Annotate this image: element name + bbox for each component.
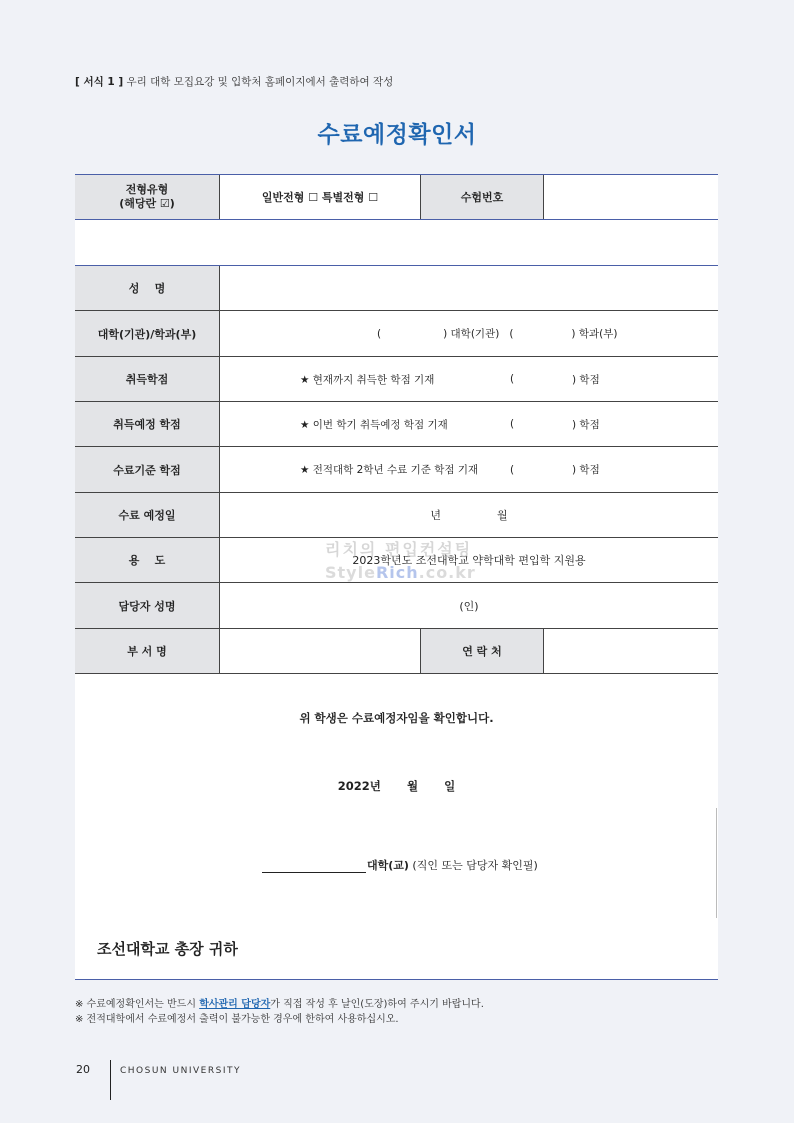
completion-date-row [75,493,718,538]
divider [716,808,717,918]
officer-row [75,583,718,629]
page-title: 수료예정확인서 [317,122,477,148]
purpose-label: 용 도 [75,538,220,582]
name-label: 성 명 [75,266,220,310]
purpose-field: 2023학년도 조선대학교 약학대학 편입학 지원용 [352,554,586,567]
dept-contact-row [75,629,718,674]
officer-field[interactable]: (인) [459,599,479,613]
footnote-1: ※ 수료예정확인서는 반드시 학사관리 담당자가 직접 작성 후 날인(도장)하여 주시기 바랍니다. [75,999,484,1010]
department-label: 부 서 명 [75,629,220,673]
standard-credits-field[interactable]: ★ 전적대학 2학년 수료 기준 학점 기재 ( ) 학점 [300,463,600,476]
completion-date-label: 수료 예정일 [75,493,220,537]
admission-type-options[interactable]: 일반전형 ☐ 특별전형 ☐ [261,191,379,204]
watermark-text: 리치의 편입컨설팅 [325,540,473,559]
confirmation-text: 위 학생은 수료예정자임을 확인합니다. [299,711,494,725]
exam-number-field[interactable] [544,175,718,219]
earned-credits-field[interactable]: ★ 현재까지 취득한 학점 기재 ( ) 학점 [300,373,600,386]
earned-credits-label: 취득학점 [75,357,220,401]
issue-date: 2022년 월 일 [337,779,456,793]
name-field[interactable] [220,266,718,310]
contact-label: 연 락 처 [420,629,544,673]
admission-type-row [75,175,718,220]
footnotes [75,997,484,1027]
expected-credits-field[interactable]: ★ 이번 학기 취득예정 학점 기재 ( ) 학점 [300,418,600,431]
header-note [75,74,393,89]
header-note-text: 우리 대학 모집요강 및 입학처 홈페이지에서 출력하여 작성 [123,76,394,88]
exam-number-label: 수험번호 [420,175,544,219]
confirmation-area [75,674,718,980]
university-label: 대학(기관)/학과(부) [75,311,220,356]
standard-credits-row [75,447,718,493]
signature-blank[interactable] [262,862,366,873]
footer-divider [110,1060,111,1100]
completion-date-field[interactable]: 년 월 [430,509,508,522]
standard-credits-label: 수료기준 학점 [75,447,220,492]
expected-credits-row [75,402,718,447]
form-number-label: [ 서식 1 ] [75,76,124,88]
admission-type-label: 전형유형 (해당란 ☑) [75,175,220,219]
blank-row [75,220,718,266]
university-name: CHOSUN UNIVERSITY [120,1066,241,1076]
department-field[interactable] [220,629,420,673]
expected-credits-label: 취득예정 학점 [75,402,220,446]
watermark-url: StyleRich.co.kr [325,563,476,582]
contact-field[interactable] [544,629,718,673]
footnote-2: ※ 전적대학에서 수료예정서 출력이 불가능한 경우에 한하여 사용하십시오. [75,1014,399,1025]
signature-line[interactable]: 대학(교) (직인 또는 담당자 확인필) [262,857,538,873]
addressee: 조선대학교 총장 귀하 [97,940,238,958]
officer-label: 담당자 성명 [75,583,220,628]
earned-credits-row [75,357,718,402]
name-row [75,266,718,311]
university-row [75,311,718,357]
page-number: 20 [76,1063,90,1076]
university-field[interactable]: ( ) 대학(기관) ( ) 학과(부) [377,327,618,340]
